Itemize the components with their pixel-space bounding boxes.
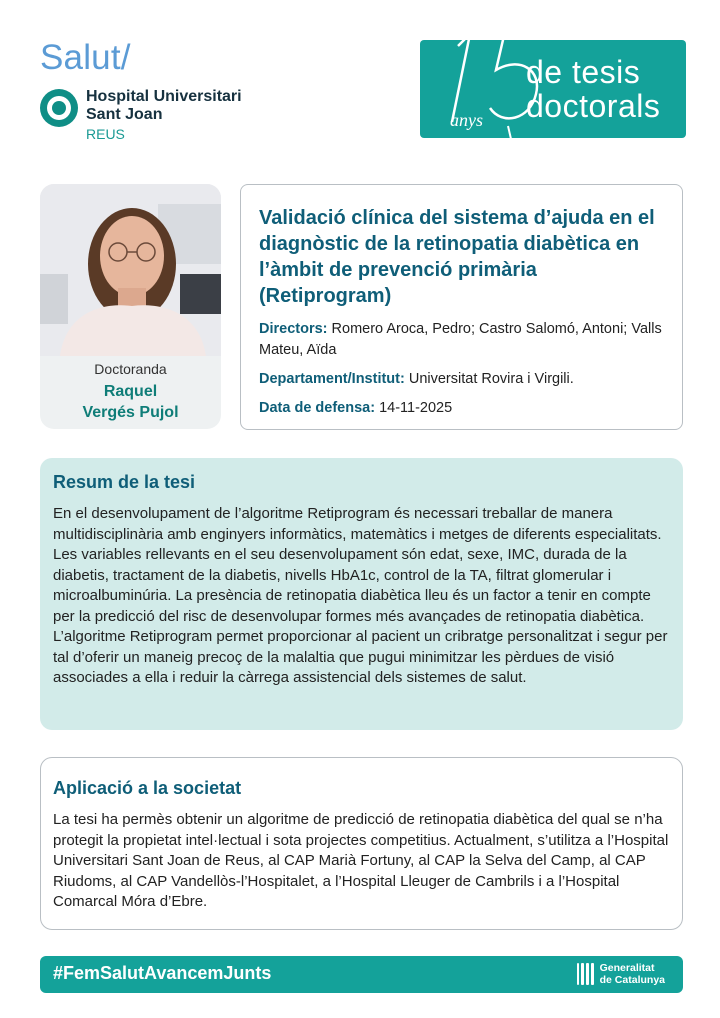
society-application-title: Aplicació a la societat bbox=[53, 778, 242, 798]
hospital-name-line2: Sant Joan bbox=[86, 106, 163, 123]
hospital-city: REUS bbox=[86, 126, 125, 142]
generalitat-logo bbox=[577, 962, 665, 986]
department-label: Departament/Institut: bbox=[259, 371, 405, 387]
footer-bar bbox=[40, 956, 683, 993]
thesis-directors bbox=[259, 319, 664, 361]
banner-line1: de tesis bbox=[526, 54, 641, 90]
society-application-section bbox=[40, 757, 683, 930]
generalitat-line1: Generalitat bbox=[599, 962, 655, 974]
society-application-text: La tesi ha permès obtenir un algoritme de predicció de retinopatia diabètica del qual se n’ha protegit la propietat intel·lectual i sota projectes competitius. Actualment, s’utilitza a l’Hospital Universitari Sant Joan de Reus, al CAP Marià Fortuny, al CAP la Selva del Camp, al CAP Riudoms, al CAP Vandellòs-l’Hospitalet, a l’Hospital Lleuger de Cambrils i a l’Hospital Comarcal Móra d’Ebre. bbox=[53, 811, 669, 910]
generalitat-line2: de Catalunya bbox=[599, 974, 665, 986]
summary-text: En el desenvolupament de l’algoritme Retiprogram és necessari treballar de manera multidisciplinària amb enginyers informàtics, matemàtics i metges de diferents especialitats. Les variables rellevants en el seu desenvolupament són edat, sexe, IMC, durada de la diabetis, tractament de la diabetis, nivells HbA1c, control de la TA, filtrat glomerular i microalbuminúria. La presència de retinopatia diabètica lleu és un factor a tenir en compte per la predicció del risc de desenvolupar formes més avançades de retinopatia diabètica. L’algoritme Retiprogram permet proporcionar al pacient un cribratge personalitzat i segur per tal d’oferir un maneig precoç de la malaltia que pugui minimitzar les pèrdues de visió associades a ella i reduir la càrrega assistencial dels sistemes de salut. bbox=[53, 505, 668, 686]
doctoranda-first-name: Raquel bbox=[103, 383, 158, 400]
directors-value: Romero Aroca, Pedro; Castro Salomó, Antoni; Valls Mateu, Aïda bbox=[259, 321, 662, 358]
department-value: Universitat Rovira i Virgili. bbox=[408, 371, 574, 387]
doctoranda-last-name: Vergés Pujol bbox=[82, 404, 179, 421]
thesis-info-card bbox=[240, 184, 683, 430]
anniversary-banner bbox=[420, 40, 686, 138]
doctoranda-photo bbox=[40, 184, 221, 356]
hospital-name-line1: Hospital Universitari bbox=[86, 88, 242, 105]
thesis-department bbox=[259, 369, 664, 390]
hospital-emblem-icon bbox=[40, 89, 78, 127]
banner-anys: anys bbox=[450, 110, 483, 130]
defense-date-value: 14-11-2025 bbox=[379, 400, 453, 416]
doctoranda-role: Doctoranda bbox=[94, 361, 167, 377]
defense-date-label: Data de defensa: bbox=[259, 400, 376, 416]
directors-label: Directors: bbox=[259, 321, 328, 337]
hospital-logo bbox=[40, 88, 242, 143]
banner-line2: doctorals bbox=[526, 88, 661, 124]
summary-title: Resum de la tesi bbox=[53, 472, 196, 492]
thesis-defense-date bbox=[259, 398, 664, 419]
thesis-title: Validació clínica del sistema d’ajuda en el diagnòstic de la retinopatia diabètica en l’àmbit de prevenció primària (Retiprogram) bbox=[259, 207, 655, 307]
portrait-illustration bbox=[40, 184, 221, 356]
generalitat-stripes-icon bbox=[577, 963, 594, 985]
salut-logo-text: Salut/ bbox=[40, 38, 131, 77]
doctoranda-card bbox=[40, 184, 221, 429]
summary-section bbox=[40, 458, 683, 730]
footer-hashtag: #FemSalutAvancemJunts bbox=[53, 963, 272, 983]
